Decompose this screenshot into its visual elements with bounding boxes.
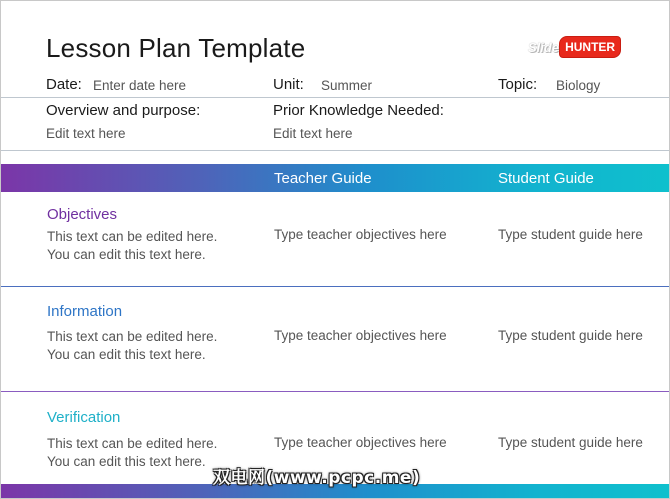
row-title-verification[interactable]: Verification: [47, 409, 121, 426]
topic-label: Topic:: [498, 76, 538, 93]
slidehunter-logo: [528, 35, 620, 59]
topic-field[interactable]: Biology: [556, 78, 601, 93]
row-desc-line: You can edit this text here.: [47, 454, 206, 469]
row-title-objectives[interactable]: Objectives: [47, 206, 118, 223]
row-desc-line: You can edit this text here.: [47, 347, 206, 362]
date-label: Date:: [46, 76, 82, 93]
teacher-cell-information[interactable]: Type teacher objectives here: [274, 328, 447, 343]
prior-knowledge-field[interactable]: Edit text here: [273, 126, 353, 141]
student-cell-verification[interactable]: Type student guide here: [498, 435, 643, 450]
student-guide-header: Student Guide: [498, 170, 594, 187]
row-desc-verification[interactable]: [47, 435, 217, 471]
logo-slide-text: Slide: [528, 39, 560, 55]
student-cell-information[interactable]: Type student guide here: [498, 328, 643, 343]
teacher-cell-objectives[interactable]: Type teacher objectives here: [274, 227, 447, 242]
row-desc-information[interactable]: [47, 328, 217, 364]
overview-label: Overview and purpose:: [46, 102, 201, 119]
unit-label: Unit:: [273, 76, 304, 93]
row-divider: [1, 391, 669, 392]
student-cell-objectives[interactable]: Type student guide here: [498, 227, 643, 242]
row-divider: [1, 286, 669, 287]
prior-knowledge-label: Prior Knowledge Needed:: [273, 102, 444, 119]
logo-hunter-text: HUNTER: [560, 37, 620, 57]
teacher-cell-verification[interactable]: Type teacher objectives here: [274, 435, 447, 450]
row-desc-line: This text can be edited here.: [47, 329, 218, 344]
divider-meta: [1, 97, 669, 98]
overview-field[interactable]: Edit text here: [46, 126, 126, 141]
unit-field[interactable]: Summer: [321, 78, 373, 93]
row-desc-line: This text can be edited here.: [47, 436, 218, 451]
teacher-guide-header: Teacher Guide: [274, 170, 372, 187]
row-desc-line: You can edit this text here.: [47, 247, 206, 262]
row-desc-line: This text can be edited here.: [47, 229, 218, 244]
page-title[interactable]: Lesson Plan Template: [46, 33, 306, 63]
watermark-text: 双电网(www.pcpc.me): [213, 468, 421, 488]
date-field[interactable]: Enter date here: [93, 78, 187, 93]
divider-overview: [1, 150, 669, 151]
row-title-information[interactable]: Information: [47, 303, 123, 320]
row-desc-objectives[interactable]: [47, 228, 217, 264]
